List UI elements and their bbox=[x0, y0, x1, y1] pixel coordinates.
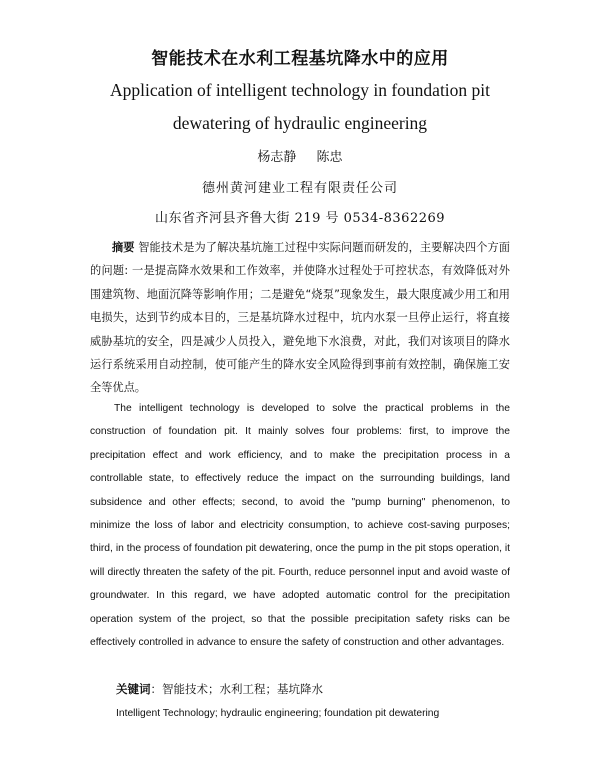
paper-title-chinese: 智能技术在水利工程基坑降水中的应用 bbox=[151, 49, 449, 69]
affiliation: 德州黄河建业工程有限责任公司 bbox=[201, 181, 398, 196]
paper-title-english-line1: Application of intelligent technology in foundation pit bbox=[109, 80, 491, 100]
keywords-chinese bbox=[116, 681, 323, 697]
abstract-label: 摘要 bbox=[112, 241, 135, 254]
paper-title-english-line2: dewatering of hydraulic engineering bbox=[172, 113, 428, 133]
abstract-english: The intelligent technology is developed to solve the practical problems in the construction of foundation pit. It mainly solves four problems: first, to improve the precipitation effect and work efficiency, and to make the precipitation process in a controllable state, to effectively reduce the impact on the surrounding buildings, land subsidence and other effects; second, to avoid the "pump burning" phenomenon, to minimize the loss of labor and electricity consumption, to achieve cost-saving purposes; third, in the process of foundation pit dewatering, once the pump in the pit stops operation, it will directly threaten the safety of the pit. Fourth, reduce personnel input and avoid waste of groundwater. In this regard, we have adopted automatic control for the precipitation operation system of the project, so that the possible precipitation safety risks can be effectively controlled in advance to ensure the safety of construction and other advantages. bbox=[90, 403, 510, 649]
address: 山东省齐河县齐鲁大街 219 号 0534-8362269 bbox=[154, 211, 446, 226]
keywords-label: 关键词 bbox=[116, 682, 151, 696]
abstract-chinese bbox=[90, 236, 510, 400]
authors: 杨志静 陈忠 bbox=[257, 150, 343, 165]
keywords-chinese-text: ：智能技术；水利工程；基坑降水 bbox=[150, 682, 323, 696]
abstract-chinese-text: 智能技术是为了解决基坑施工过程中实际问题而研发的，主要解决四个方面的问题: 一是提高降水效果和工作效率，并使降水过程处于可控状态，有效降低对外围建筑物、地面沉降等影响作用；二是避免“烧泵”现象发生，最大限度减少用工和用电损失，达到节约成本目的，三是基坑降水过程中，坑内水泵一旦停止运行，将直接威胁基坑的安全，四是减少人员投入，避免地下水浪费，对此，我们对该项目的降水运行系统采用自动控制，使可能产生的降水安全风险得到事前有效控制，确保施工安全等优点。 bbox=[90, 241, 510, 395]
keywords-english: Intelligent Technology; hydraulic engineering; foundation pit dewatering bbox=[116, 708, 440, 719]
